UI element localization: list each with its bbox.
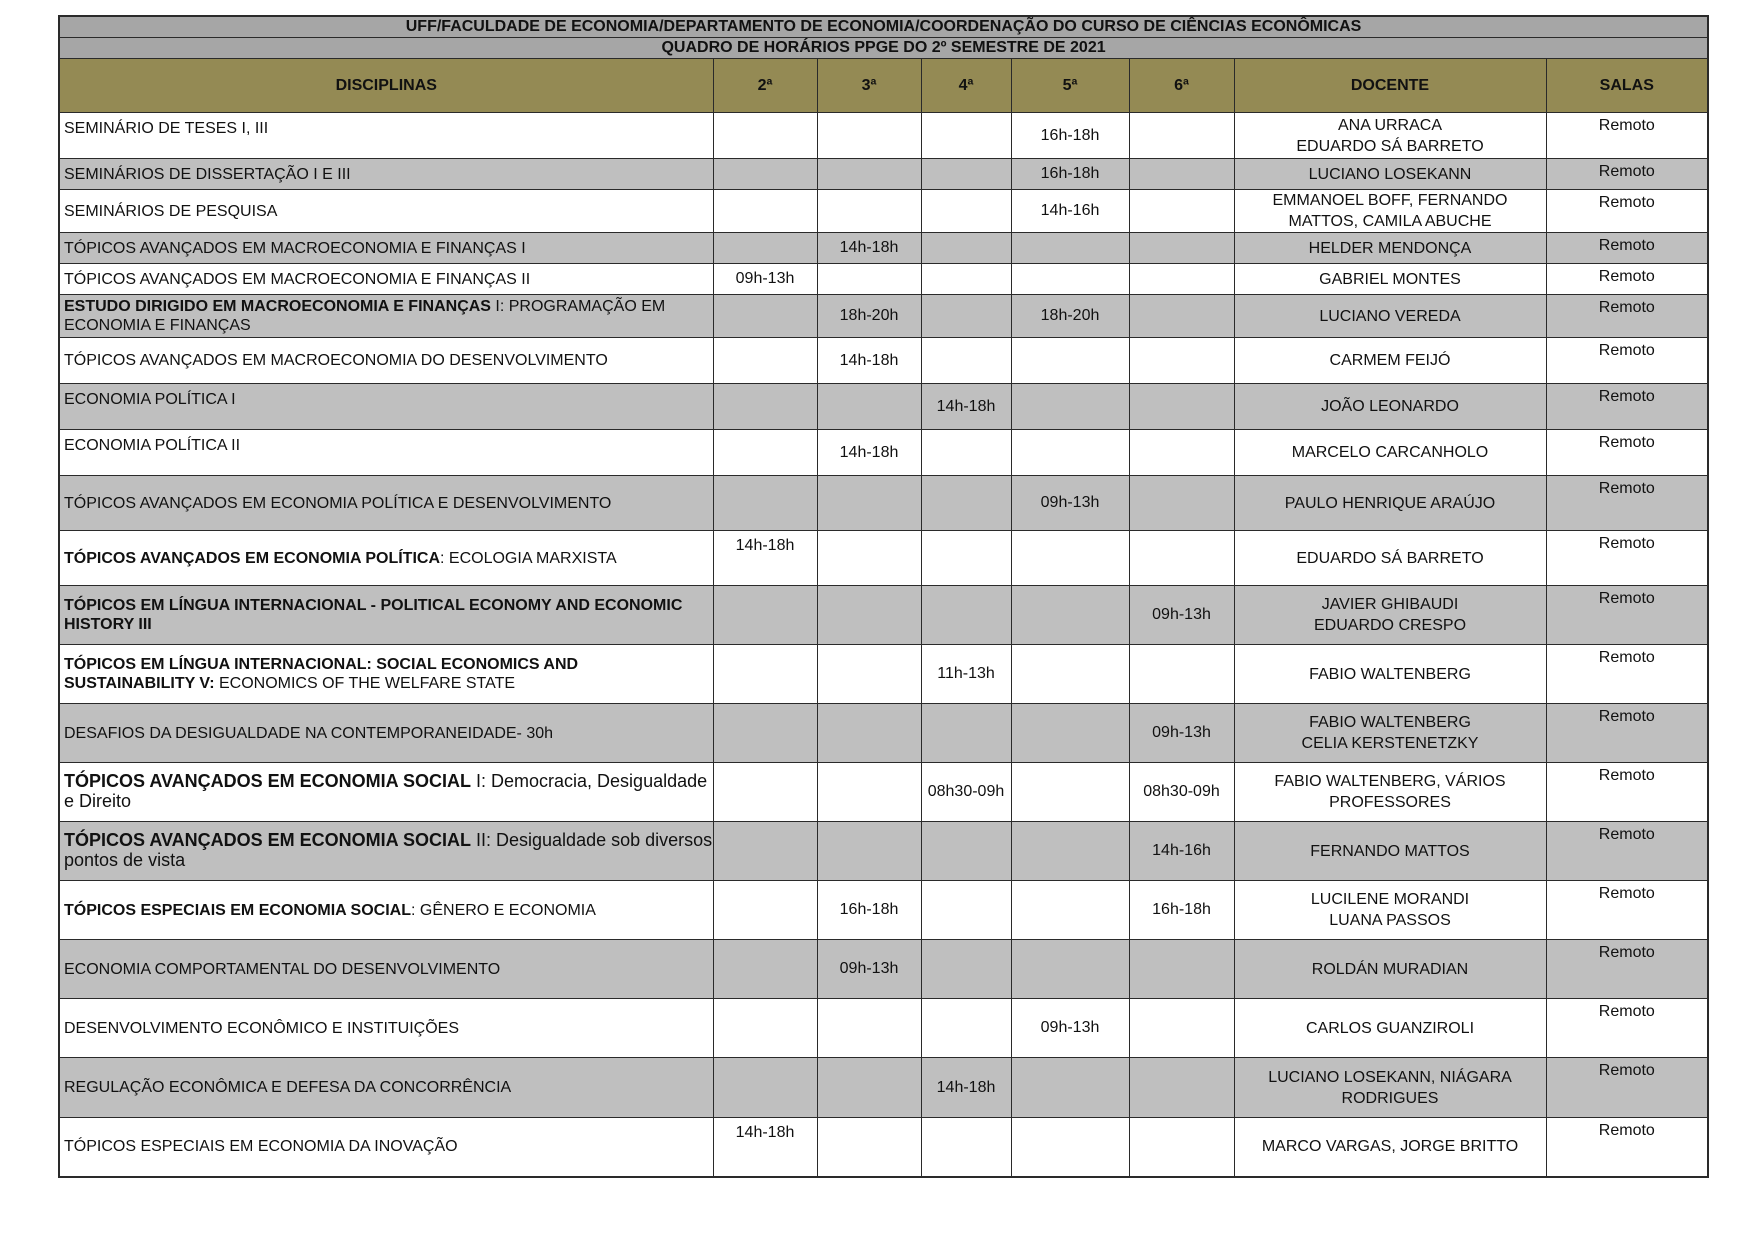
horario-cell-d3 <box>817 264 921 295</box>
table-row <box>59 430 1708 476</box>
horario-cell-d3 <box>817 822 921 881</box>
disciplina-cell <box>59 1058 713 1118</box>
disciplina-text: II: Desigualdade sob diversos pontos de vista <box>64 830 713 870</box>
horario-cell-d4 <box>921 476 1011 531</box>
disciplina-bold-text: ESTUDO DIRIGIDO EM MACROECONOMIA E FINANÇAS <box>64 298 491 315</box>
horario-cell-d5 <box>1011 822 1129 881</box>
sala-cell: Remoto <box>1546 113 1708 159</box>
horario-cell-d2: 14h-18h <box>713 531 817 586</box>
horario-cell-d3 <box>817 531 921 586</box>
horario-cell-d3 <box>817 190 921 233</box>
horario-cell-d5 <box>1011 264 1129 295</box>
subtitle-row <box>59 38 1708 59</box>
sala-cell: Remoto <box>1546 476 1708 531</box>
disciplina-text: SEMINÁRIOS DE DISSERTAÇÃO I E III <box>64 165 351 183</box>
docente-name: FABIO WALTENBERG <box>1309 665 1471 683</box>
horario-cell-d6 <box>1129 531 1234 586</box>
horario-cell-d4 <box>921 338 1011 384</box>
docente-cell <box>1234 1058 1546 1118</box>
horario-cell-d2 <box>713 822 817 881</box>
disciplina-text: ECONOMICS OF THE WELFARE STATE <box>214 675 516 692</box>
docente-name: HELDER MENDONÇA <box>1308 239 1472 257</box>
horario-cell-d5: 18h-20h <box>1011 295 1129 338</box>
sala-cell: Remoto <box>1546 1118 1708 1177</box>
horario-cell-d4: 08h30-09h <box>921 763 1011 822</box>
sala-cell: Remoto <box>1546 763 1708 822</box>
horario-cell-d3: 16h-18h <box>817 881 921 940</box>
docente-name: EDUARDO SÁ BARRETO <box>1296 549 1484 567</box>
docente-name: JAVIER GHIBAUDI <box>1321 596 1459 613</box>
docente-name: ROLDÁN MURADIAN <box>1311 960 1469 978</box>
horario-cell-d5: 09h-13h <box>1011 999 1129 1058</box>
horario-cell-d6 <box>1129 338 1234 384</box>
horario-cell-d4 <box>921 233 1011 264</box>
horario-cell-d3 <box>817 1118 921 1177</box>
horario-cell-d5 <box>1011 233 1129 264</box>
disciplina-cell <box>59 113 713 159</box>
docente-name: LUANA PASSOS <box>1329 912 1451 929</box>
horario-cell-d4 <box>921 999 1011 1058</box>
docente-cell <box>1234 113 1546 159</box>
disciplina-cell <box>59 159 713 190</box>
horario-cell-d6: 14h-16h <box>1129 822 1234 881</box>
table-row <box>59 113 1708 159</box>
table-row <box>59 384 1708 430</box>
horario-cell-d4 <box>921 704 1011 763</box>
horario-cell-d4: 11h-13h <box>921 645 1011 704</box>
disciplina-bold-text: TÓPICOS ESPECIAIS EM ECONOMIA SOCIAL <box>64 901 411 919</box>
sala-cell: Remoto <box>1546 704 1708 763</box>
horario-cell-d5 <box>1011 940 1129 999</box>
disciplina-text: TÓPICOS AVANÇADOS EM MACROECONOMIA E FINANÇAS I <box>64 239 526 257</box>
horario-cell-d4 <box>921 1118 1011 1177</box>
docente-cell <box>1234 531 1546 586</box>
table-row <box>59 881 1708 940</box>
col-header-disciplinas: DISCIPLINAS <box>59 59 713 113</box>
schedule-sheet <box>58 15 1707 1178</box>
col-header-ter: 3ª <box>817 59 921 113</box>
disciplina-bold-text: TÓPICOS AVANÇADOS EM ECONOMIA SOCIAL <box>64 771 472 791</box>
disciplina-text: ECONOMIA POLÍTICA II <box>64 437 241 454</box>
docente-cell <box>1234 159 1546 190</box>
table-row <box>59 159 1708 190</box>
docente-cell <box>1234 233 1546 264</box>
disciplina-text: ECONOMIA POLÍTICA I <box>64 391 236 408</box>
disciplina-cell <box>59 233 713 264</box>
disciplina-text: DESAFIOS DA DESIGUALDADE NA CONTEMPORANEIDADE- 30h <box>64 724 554 742</box>
horario-cell-d2 <box>713 763 817 822</box>
docente-name: PAULO HENRIQUE ARAÚJO <box>1284 494 1496 512</box>
docente-cell <box>1234 338 1546 384</box>
table-row <box>59 763 1708 822</box>
disciplina-text: DESENVOLVIMENTO ECONÔMICO E INSTITUIÇÕES <box>64 1019 460 1037</box>
disciplina-bold-text: TÓPICOS AVANÇADOS EM ECONOMIA POLÍTICA <box>64 549 441 567</box>
col-header-docente: DOCENTE <box>1234 59 1546 113</box>
docente-cell <box>1234 586 1546 645</box>
title-row <box>59 16 1708 38</box>
horario-cell-d6 <box>1129 430 1234 476</box>
sala-cell: Remoto <box>1546 430 1708 476</box>
schedule-table <box>58 15 1709 1178</box>
docente-name: LUCIANO LOSEKANN, NIÁGARA RODRIGUES <box>1268 1068 1512 1107</box>
horario-cell-d3 <box>817 1058 921 1118</box>
sala-cell: Remoto <box>1546 264 1708 295</box>
table-row <box>59 645 1708 704</box>
disciplina-cell <box>59 704 713 763</box>
docente-name: CARLOS GUANZIROLI <box>1305 1019 1475 1037</box>
disciplina-text: : GÊNERO E ECONOMIA <box>411 901 596 919</box>
table-row <box>59 1118 1708 1177</box>
horario-cell-d4 <box>921 822 1011 881</box>
docente-cell <box>1234 999 1546 1058</box>
horario-cell-d4 <box>921 295 1011 338</box>
table-row <box>59 940 1708 999</box>
table-row <box>59 1058 1708 1118</box>
docente-name: EMMANOEL BOFF, FERNANDO <box>1272 192 1508 209</box>
horario-cell-d2 <box>713 881 817 940</box>
table-row <box>59 822 1708 881</box>
horario-cell-d3 <box>817 476 921 531</box>
docente-name: LUCIANO LOSEKANN <box>1308 165 1472 183</box>
horario-cell-d4 <box>921 190 1011 233</box>
horario-cell-d3: 14h-18h <box>817 338 921 384</box>
horario-cell-d3 <box>817 704 921 763</box>
disciplina-text: SEMINÁRIO DE TESES I, III <box>64 120 269 137</box>
horario-cell-d3 <box>817 384 921 430</box>
horario-cell-d2 <box>713 645 817 704</box>
disciplina-cell <box>59 881 713 940</box>
sala-cell: Remoto <box>1546 822 1708 881</box>
horario-cell-d3: 14h-18h <box>817 430 921 476</box>
docente-name: CARMEM FEIJÓ <box>1329 352 1451 369</box>
docente-name: PROFESSORES <box>1329 794 1451 811</box>
table-row <box>59 531 1708 586</box>
sala-cell: Remoto <box>1546 338 1708 384</box>
horario-cell-d4 <box>921 881 1011 940</box>
schedule-body <box>59 113 1708 1177</box>
docente-cell <box>1234 1118 1546 1177</box>
disciplina-cell <box>59 531 713 586</box>
horario-cell-d3: 09h-13h <box>817 940 921 999</box>
horario-cell-d6 <box>1129 384 1234 430</box>
docente-name: FABIO WALTENBERG <box>1309 714 1471 731</box>
horario-cell-d5 <box>1011 704 1129 763</box>
col-header-salas: SALAS <box>1546 59 1708 113</box>
horario-cell-d6 <box>1129 1058 1234 1118</box>
horario-cell-d2 <box>713 1058 817 1118</box>
horario-cell-d5 <box>1011 430 1129 476</box>
horario-cell-d5 <box>1011 531 1129 586</box>
horario-cell-d2 <box>713 190 817 233</box>
horario-cell-d6 <box>1129 1118 1234 1177</box>
horario-cell-d2 <box>713 704 817 763</box>
docente-name: CELIA KERSTENETZKY <box>1301 735 1479 752</box>
disciplina-bold-text: TÓPICOS EM LÍNGUA INTERNACIONAL: SOCIAL ECONOMICS AND SUSTAINABILITY V: <box>64 656 579 692</box>
col-header-qui: 5ª <box>1011 59 1129 113</box>
disciplina-text: I: Democracia, Desigualdade e Direito <box>64 771 708 811</box>
horario-cell-d4 <box>921 940 1011 999</box>
sala-cell: Remoto <box>1546 159 1708 190</box>
horario-cell-d6 <box>1129 476 1234 531</box>
docente-name: ANA URRACA <box>1337 116 1443 134</box>
horario-cell-d4: 14h-18h <box>921 384 1011 430</box>
title-line-1: UFF/FACULDADE DE ECONOMIA/DEPARTAMENTO DE ECONOMIA/COORDENAÇÃO DO CURSO DE CIÊNCIAS ECONÔMICAS <box>59 16 1708 38</box>
col-header-sex: 6ª <box>1129 59 1234 113</box>
sala-cell: Remoto <box>1546 645 1708 704</box>
docente-cell <box>1234 264 1546 295</box>
horario-cell-d6: 09h-13h <box>1129 586 1234 645</box>
table-row <box>59 264 1708 295</box>
horario-cell-d4 <box>921 159 1011 190</box>
horario-cell-d2 <box>713 295 817 338</box>
disciplina-cell <box>59 476 713 531</box>
horario-cell-d5 <box>1011 881 1129 940</box>
docente-name: MARCO VARGAS, JORGE BRITTO <box>1261 1138 1519 1156</box>
docente-cell <box>1234 476 1546 531</box>
table-row <box>59 233 1708 264</box>
horario-cell-d6 <box>1129 295 1234 338</box>
horario-cell-d2 <box>713 586 817 645</box>
horario-cell-d5 <box>1011 338 1129 384</box>
docente-cell <box>1234 295 1546 338</box>
horario-cell-d2 <box>713 113 817 159</box>
horario-cell-d4 <box>921 264 1011 295</box>
sala-cell: Remoto <box>1546 190 1708 233</box>
disciplina-bold-text: TÓPICOS EM LÍNGUA INTERNACIONAL - POLITICAL ECONOMY AND ECONOMIC HISTORY III <box>64 597 683 633</box>
horario-cell-d2: 09h-13h <box>713 264 817 295</box>
horario-cell-d2 <box>713 940 817 999</box>
horario-cell-d6 <box>1129 999 1234 1058</box>
horario-cell-d5 <box>1011 586 1129 645</box>
disciplina-cell <box>59 384 713 430</box>
docente-cell <box>1234 704 1546 763</box>
horario-cell-d6 <box>1129 159 1234 190</box>
disciplina-text: I: PROGRAMAÇÃO EM ECONOMIA E FINANÇAS <box>64 298 666 334</box>
disciplina-cell <box>59 295 713 338</box>
table-row <box>59 295 1708 338</box>
table-row <box>59 190 1708 233</box>
horario-cell-d6 <box>1129 190 1234 233</box>
table-row <box>59 999 1708 1058</box>
disciplina-text: REGULAÇÃO ECONÔMICA E DEFESA DA CONCORRÊNCIA <box>64 1079 512 1096</box>
sala-cell: Remoto <box>1546 1058 1708 1118</box>
sala-cell: Remoto <box>1546 531 1708 586</box>
horario-cell-d4 <box>921 531 1011 586</box>
horario-cell-d4 <box>921 113 1011 159</box>
table-row <box>59 476 1708 531</box>
horario-cell-d5: 14h-16h <box>1011 190 1129 233</box>
disciplina-cell <box>59 822 713 881</box>
docente-cell <box>1234 881 1546 940</box>
horario-cell-d3 <box>817 645 921 704</box>
horario-cell-d6: 09h-13h <box>1129 704 1234 763</box>
horario-cell-d4 <box>921 586 1011 645</box>
horario-cell-d6 <box>1129 645 1234 704</box>
horario-cell-d2 <box>713 233 817 264</box>
horario-cell-d5 <box>1011 384 1129 430</box>
sala-cell: Remoto <box>1546 586 1708 645</box>
docente-cell <box>1234 384 1546 430</box>
column-header-row <box>59 59 1708 113</box>
horario-cell-d2 <box>713 384 817 430</box>
horario-cell-d5: 16h-18h <box>1011 159 1129 190</box>
horario-cell-d6 <box>1129 940 1234 999</box>
disciplina-text: SEMINÁRIOS DE PESQUISA <box>64 202 278 220</box>
table-row <box>59 586 1708 645</box>
disciplina-cell <box>59 1118 713 1177</box>
docente-name: FERNANDO MATTOS <box>1310 842 1470 860</box>
disciplina-cell <box>59 190 713 233</box>
docente-name: EDUARDO CRESPO <box>1313 617 1467 634</box>
docente-name: MATTOS, CAMILA ABUCHE <box>1288 213 1492 230</box>
disciplina-cell <box>59 430 713 476</box>
docente-cell <box>1234 645 1546 704</box>
table-row <box>59 704 1708 763</box>
horario-cell-d3 <box>817 763 921 822</box>
disciplina-bold-text: TÓPICOS AVANÇADOS EM ECONOMIA SOCIAL <box>64 830 472 850</box>
docente-cell <box>1234 940 1546 999</box>
title-line-2: QUADRO DE HORÁRIOS PPGE DO 2º SEMESTRE DE 2021 <box>59 38 1708 59</box>
table-row <box>59 338 1708 384</box>
sala-cell: Remoto <box>1546 384 1708 430</box>
disciplina-text: TÓPICOS AVANÇADOS EM ECONOMIA POLÍTICA E DESENVOLVIMENTO <box>64 494 612 512</box>
horario-cell-d5 <box>1011 1058 1129 1118</box>
horario-cell-d6: 16h-18h <box>1129 881 1234 940</box>
horario-cell-d2 <box>713 999 817 1058</box>
disciplina-text: TÓPICOS ESPECIAIS EM ECONOMIA DA INOVAÇÃO <box>64 1138 458 1156</box>
disciplina-text: TÓPICOS AVANÇADOS EM MACROECONOMIA DO DESENVOLVIMENTO <box>64 352 608 369</box>
disciplina-text: ECONOMIA COMPORTAMENTAL DO DESENVOLVIMENTO <box>64 960 501 978</box>
horario-cell-d3 <box>817 159 921 190</box>
horario-cell-d3: 18h-20h <box>817 295 921 338</box>
docente-name: GABRIEL MONTES <box>1319 270 1461 288</box>
horario-cell-d3: 14h-18h <box>817 233 921 264</box>
disciplina-cell <box>59 338 713 384</box>
docente-name: LUCIANO VEREDA <box>1319 307 1461 325</box>
horario-cell-d5: 09h-13h <box>1011 476 1129 531</box>
horario-cell-d3 <box>817 113 921 159</box>
sala-cell: Remoto <box>1546 295 1708 338</box>
disciplina-cell <box>59 940 713 999</box>
horario-cell-d3 <box>817 999 921 1058</box>
docente-cell <box>1234 763 1546 822</box>
sala-cell: Remoto <box>1546 940 1708 999</box>
horario-cell-d5 <box>1011 763 1129 822</box>
horario-cell-d2 <box>713 338 817 384</box>
horario-cell-d6: 08h30-09h <box>1129 763 1234 822</box>
horario-cell-d5 <box>1011 1118 1129 1177</box>
horario-cell-d4 <box>921 430 1011 476</box>
disciplina-cell <box>59 763 713 822</box>
sala-cell: Remoto <box>1546 999 1708 1058</box>
horario-cell-d3 <box>817 586 921 645</box>
disciplina-cell <box>59 586 713 645</box>
horario-cell-d6 <box>1129 233 1234 264</box>
docente-name: FABIO WALTENBERG, VÁRIOS <box>1274 773 1506 790</box>
docente-name: EDUARDO SÁ BARRETO <box>1296 137 1484 155</box>
docente-cell <box>1234 190 1546 233</box>
sala-cell: Remoto <box>1546 233 1708 264</box>
disciplina-cell <box>59 999 713 1058</box>
docente-name: LUCILENE MORANDI <box>1310 891 1470 908</box>
col-header-qua: 4ª <box>921 59 1011 113</box>
horario-cell-d2 <box>713 476 817 531</box>
docente-name: MARCELO CARCANHOLO <box>1291 444 1489 461</box>
docente-cell <box>1234 430 1546 476</box>
disciplina-text: TÓPICOS AVANÇADOS EM MACROECONOMIA E FINANÇAS II <box>64 270 531 288</box>
horario-cell-d2 <box>713 430 817 476</box>
col-header-seg: 2ª <box>713 59 817 113</box>
horario-cell-d6 <box>1129 264 1234 295</box>
horario-cell-d2 <box>713 159 817 190</box>
horario-cell-d5 <box>1011 645 1129 704</box>
horario-cell-d2: 14h-18h <box>713 1118 817 1177</box>
horario-cell-d6 <box>1129 113 1234 159</box>
horario-cell-d5: 16h-18h <box>1011 113 1129 159</box>
disciplina-text: : ECOLOGIA MARXISTA <box>440 549 617 567</box>
disciplina-cell <box>59 645 713 704</box>
disciplina-cell <box>59 264 713 295</box>
sala-cell: Remoto <box>1546 881 1708 940</box>
docente-cell <box>1234 822 1546 881</box>
docente-name: JOÃO LEONARDO <box>1321 398 1459 415</box>
horario-cell-d4: 14h-18h <box>921 1058 1011 1118</box>
